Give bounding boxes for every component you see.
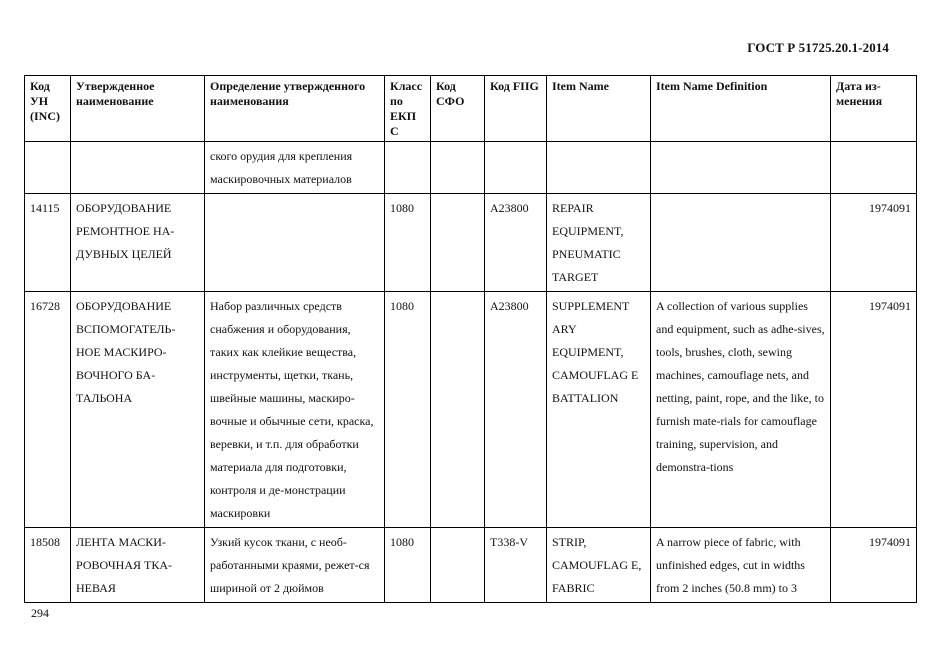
cell-class bbox=[385, 142, 431, 194]
col-header-sfo: Код СФО bbox=[431, 76, 485, 142]
cell-inc: 16728 bbox=[25, 292, 71, 528]
cell-sfo bbox=[431, 194, 485, 292]
page-number: 294 bbox=[31, 606, 49, 620]
cell-name bbox=[71, 142, 205, 194]
cell-sfo bbox=[431, 292, 485, 528]
col-header-date: Дата из-менения bbox=[831, 76, 917, 142]
cell-item-name bbox=[547, 142, 651, 194]
col-header-inc: Код УН (INC) bbox=[25, 76, 71, 142]
cell-item-name: SUPPLEMENT ARY EQUIPMENT, CAMOUFLAG E BATTALION bbox=[547, 292, 651, 528]
table-row bbox=[25, 194, 917, 292]
cell-date: 1974091 bbox=[831, 194, 917, 292]
col-header-item-name: Item Name bbox=[547, 76, 651, 142]
table-row bbox=[25, 292, 917, 528]
cell-definition: ского орудия для крепления маскировочных материалов bbox=[205, 142, 385, 194]
cell-date: 1974091 bbox=[831, 528, 917, 603]
cell-definition bbox=[205, 194, 385, 292]
table-row bbox=[25, 528, 917, 603]
cell-date: 1974091 bbox=[831, 292, 917, 528]
cell-item-name: STRIP, CAMOUFLAG E, FABRIC bbox=[547, 528, 651, 603]
cell-item-definition bbox=[651, 194, 831, 292]
cell-item-definition: A narrow piece of fabric, with unfinished edges, cut in widths from 2 inches (50.8 mm) to 3 bbox=[651, 528, 831, 603]
col-header-class: Класс по ЕКП С bbox=[385, 76, 431, 142]
cell-item-definition bbox=[651, 142, 831, 194]
cell-class: 1080 bbox=[385, 292, 431, 528]
cell-name: ОБОРУДОВАНИЕ ВСПОМОГАТЕЛЬ-НОЕ МАСКИРО-ВОЧНОГО БА-ТАЛЬОНА bbox=[71, 292, 205, 528]
cell-class: 1080 bbox=[385, 528, 431, 603]
classification-table bbox=[24, 75, 917, 603]
cell-item-name: REPAIR EQUIPMENT, PNEUMATIC TARGET bbox=[547, 194, 651, 292]
cell-date bbox=[831, 142, 917, 194]
cell-fiig: T338-V bbox=[485, 528, 547, 603]
table-row bbox=[25, 142, 917, 194]
col-header-fiig: Код FIIG bbox=[485, 76, 547, 142]
cell-sfo bbox=[431, 142, 485, 194]
cell-name: ЛЕНТА МАСКИ-РОВОЧНАЯ ТКА-НЕВАЯ bbox=[71, 528, 205, 603]
cell-class: 1080 bbox=[385, 194, 431, 292]
cell-fiig: A23800 bbox=[485, 292, 547, 528]
col-header-name: Утвержденное наименование bbox=[71, 76, 205, 142]
col-header-item-definition: Item Name Definition bbox=[651, 76, 831, 142]
cell-inc bbox=[25, 142, 71, 194]
document-code: ГОСТ Р 51725.20.1-2014 bbox=[747, 40, 889, 55]
cell-item-definition: A collection of various supplies and equipment, such as adhe-sives, tools, brushes, cloth, sewing machines, camouflage nets, and netting, paint, rope, and the like, to furnish mate-rials for camouflage training, supervision, and demonstra-tions bbox=[651, 292, 831, 528]
cell-definition: Узкий кусок ткани, с необ-работанными краями, режет-ся шириной от 2 дюймов bbox=[205, 528, 385, 603]
col-header-definition: Определение утвержденного наименования bbox=[205, 76, 385, 142]
cell-sfo bbox=[431, 528, 485, 603]
cell-fiig: A23800 bbox=[485, 194, 547, 292]
cell-fiig bbox=[485, 142, 547, 194]
table-header-row bbox=[25, 76, 917, 142]
cell-name: ОБОРУДОВАНИЕ РЕМОНТНОЕ НА-ДУВНЫХ ЦЕЛЕЙ bbox=[71, 194, 205, 292]
cell-inc: 14115 bbox=[25, 194, 71, 292]
cell-inc: 18508 bbox=[25, 528, 71, 603]
cell-definition: Набор различных средств снабжения и оборудования, таких как клейкие вещества, инструменты, щетки, ткань, швейные машины, маскиро-вочные и обычные сети, краска, веревки, и т.п. для обработки материала для подготовки, контроля и де-монстрации маскировки bbox=[205, 292, 385, 528]
